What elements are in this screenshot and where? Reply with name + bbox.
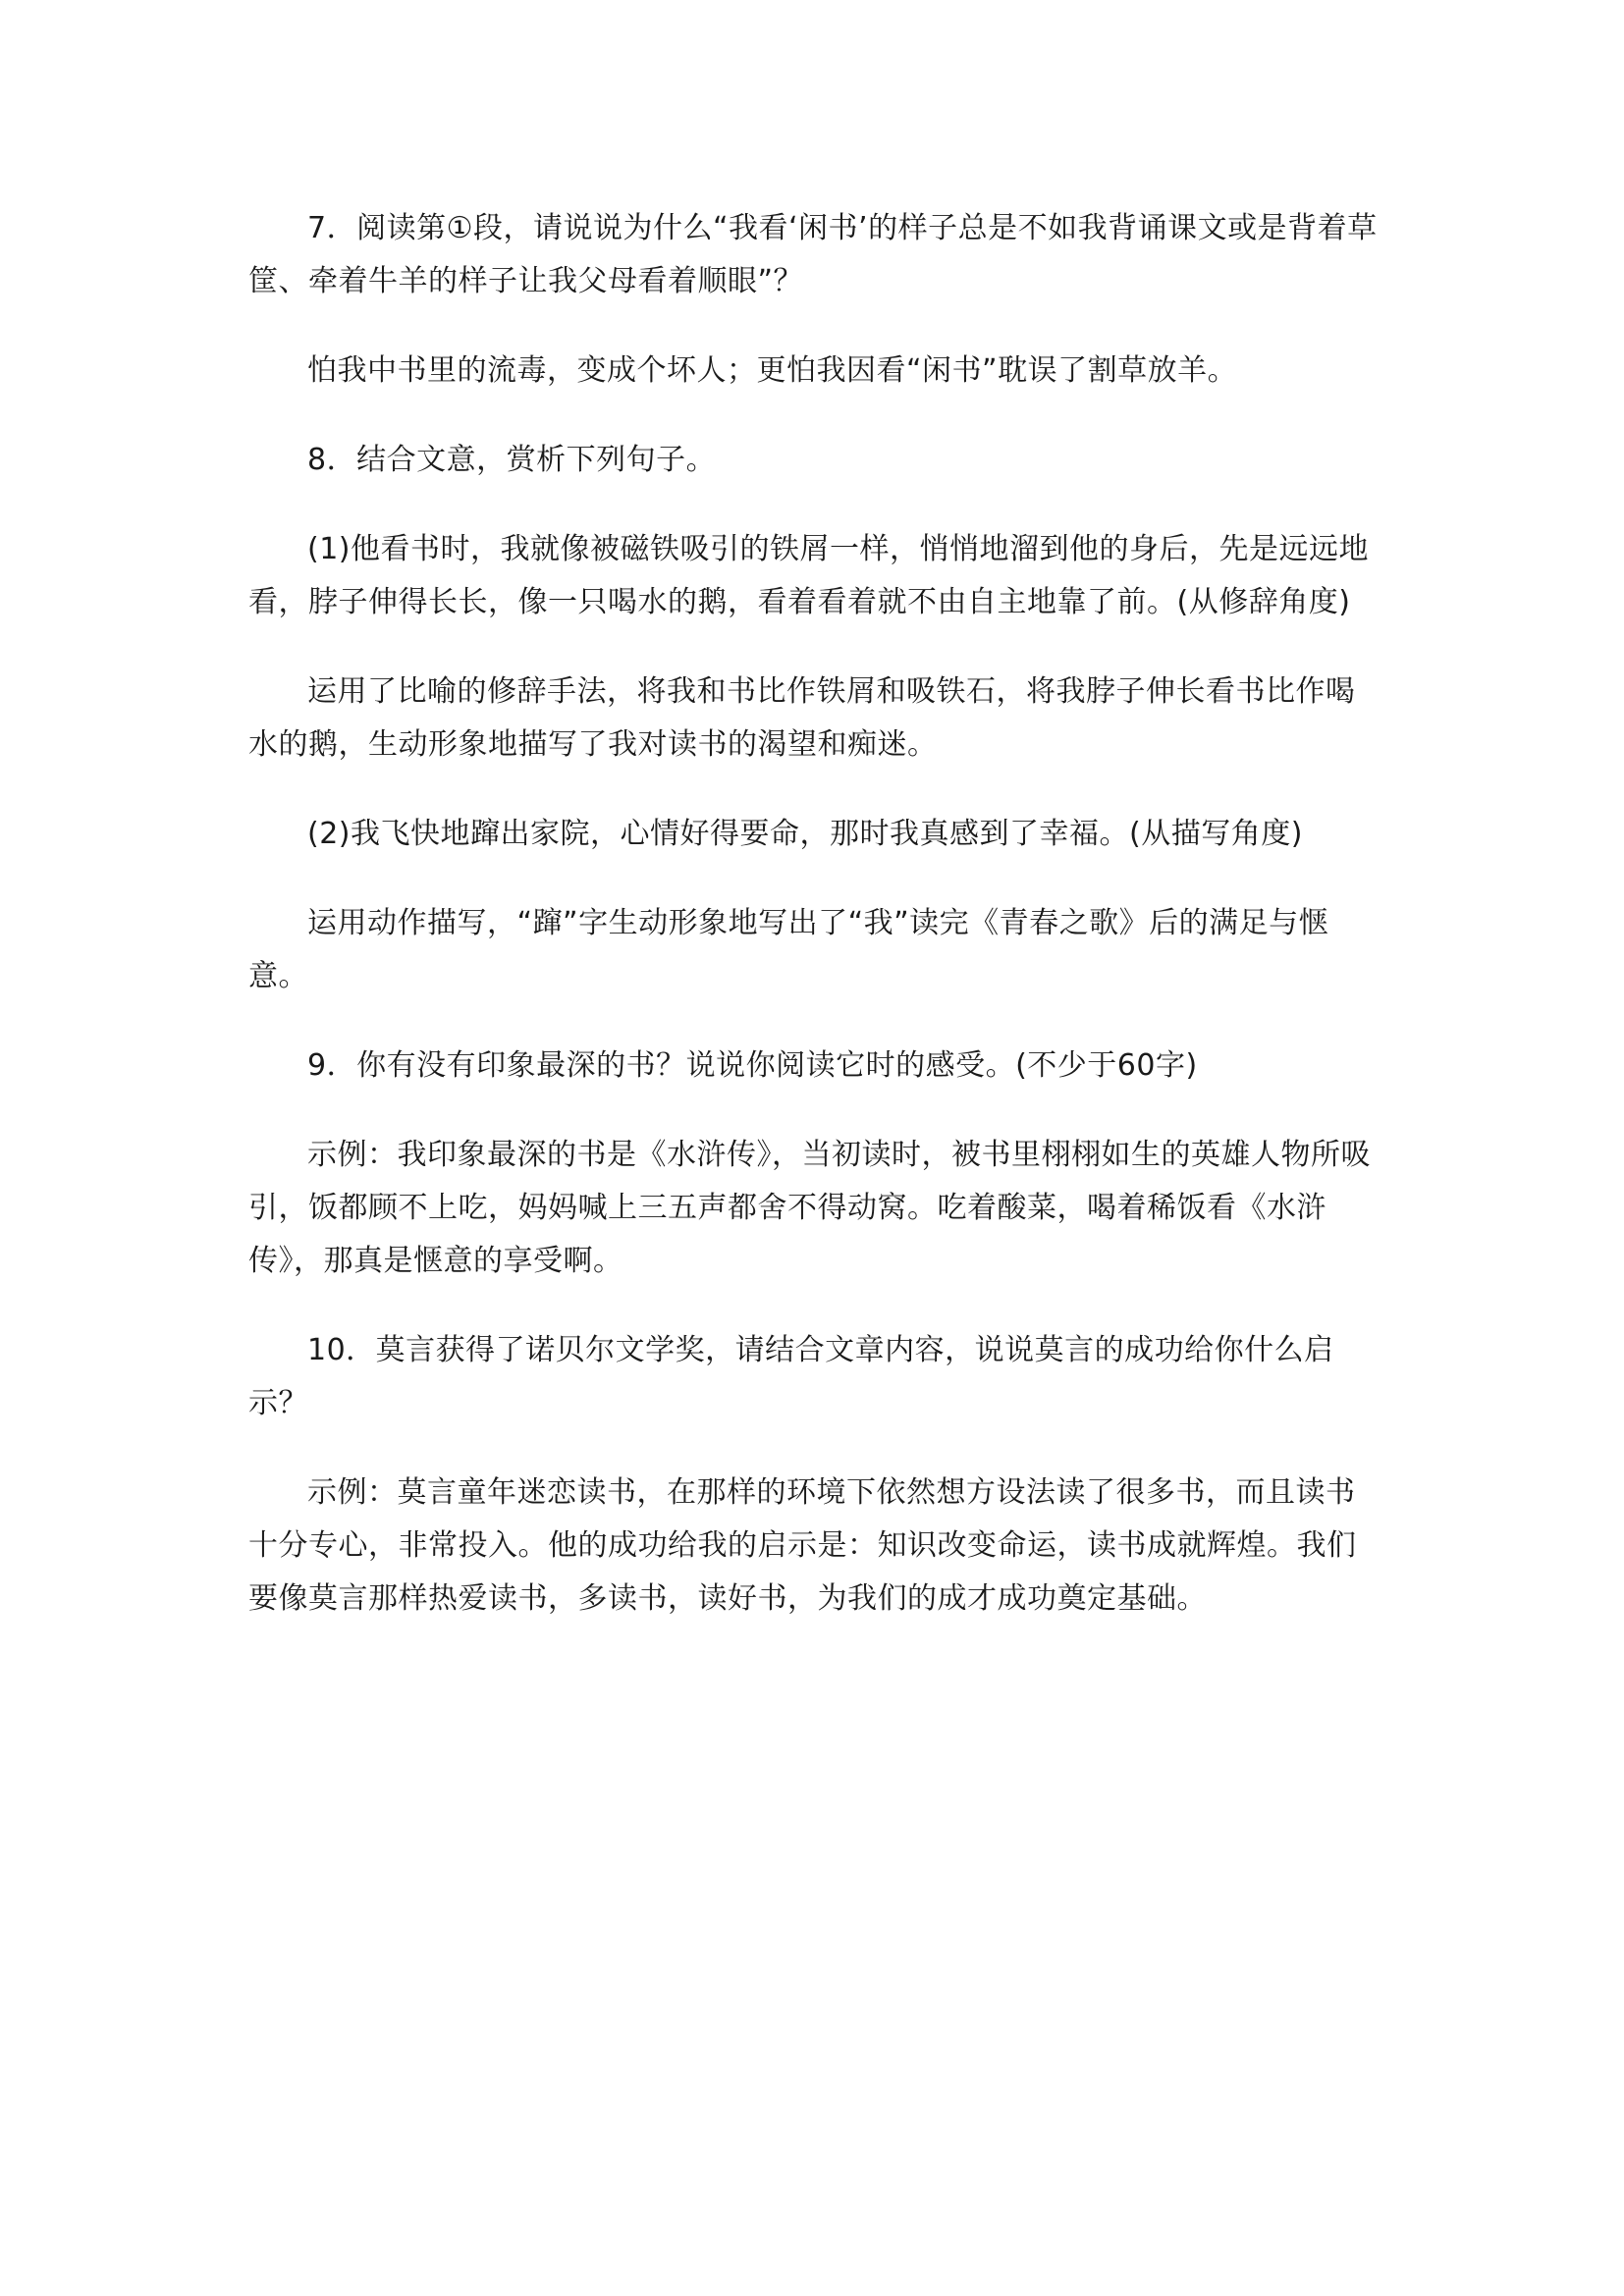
question-8-sentence-1: (1)他看书时，我就像被磁铁吸引的铁屑一样，悄悄地溜到他的身后，先是远远地看，脖子伸得长长，像一只喝水的鹅，看着看着就不由自主地靠了前。(从修辞角度)	[248, 532, 1369, 619]
answer-content	[248, 202, 1378, 1662]
answer-8-sentence-2: 运用动作描写，“蹿”字生动形象地写出了“我”读完《青春之歌》后的满足与惬意。	[248, 906, 1329, 993]
question-8: 8．结合文意，赏析下列句子。	[307, 443, 717, 477]
question-9: 9．你有没有印象最深的书？说说你阅读它时的感受。(不少于60字)	[307, 1048, 1198, 1083]
question-10: 10．莫言获得了诺贝尔文学奖，请结合文章内容，说说莫言的成功给你什么启示？	[248, 1333, 1334, 1420]
answer-8-sentence-1: 运用了比喻的修辞手法，将我和书比作铁屑和吸铁石，将我脖子伸长看书比作喝水的鹅，生动形象地描写了我对读书的渴望和痴迷。	[248, 674, 1356, 762]
answer-9: 示例：我印象最深的书是《水浒传》，当初读时，被书里栩栩如生的英雄人物所吸引，饭都顾不上吃，妈妈喊上三五声都舍不得动窝。吃着酸菜，喝着稀饭看《水浒传》，那真是惬意的享受啊。	[248, 1138, 1371, 1278]
question-8-sentence-2: (2)我飞快地蹿出家院，心情好得要命，那时我真感到了幸福。(从描写角度)	[307, 817, 1303, 851]
answer-10: 示例：莫言童年迷恋读书，在那样的环境下依然想方设法读了很多书，而且读书十分专心，非常投入。他的成功给我的启示是：知识改变命运，读书成就辉煌。我们要像莫言那样热爱读书，多读书，读好书，为我们的成才成功奠定基础。	[248, 1475, 1357, 1616]
answer-7: 怕我中书里的流毒，变成个坏人；更怕我因看“闲书”耽误了割草放羊。	[307, 353, 1238, 388]
question-7: 7．阅读第①段，请说说为什么“我看‘闲书’的样子总是不如我背诵课文或是背着草筐、牵着牛羊的样子让我父母看着顺眼”？	[248, 211, 1378, 298]
